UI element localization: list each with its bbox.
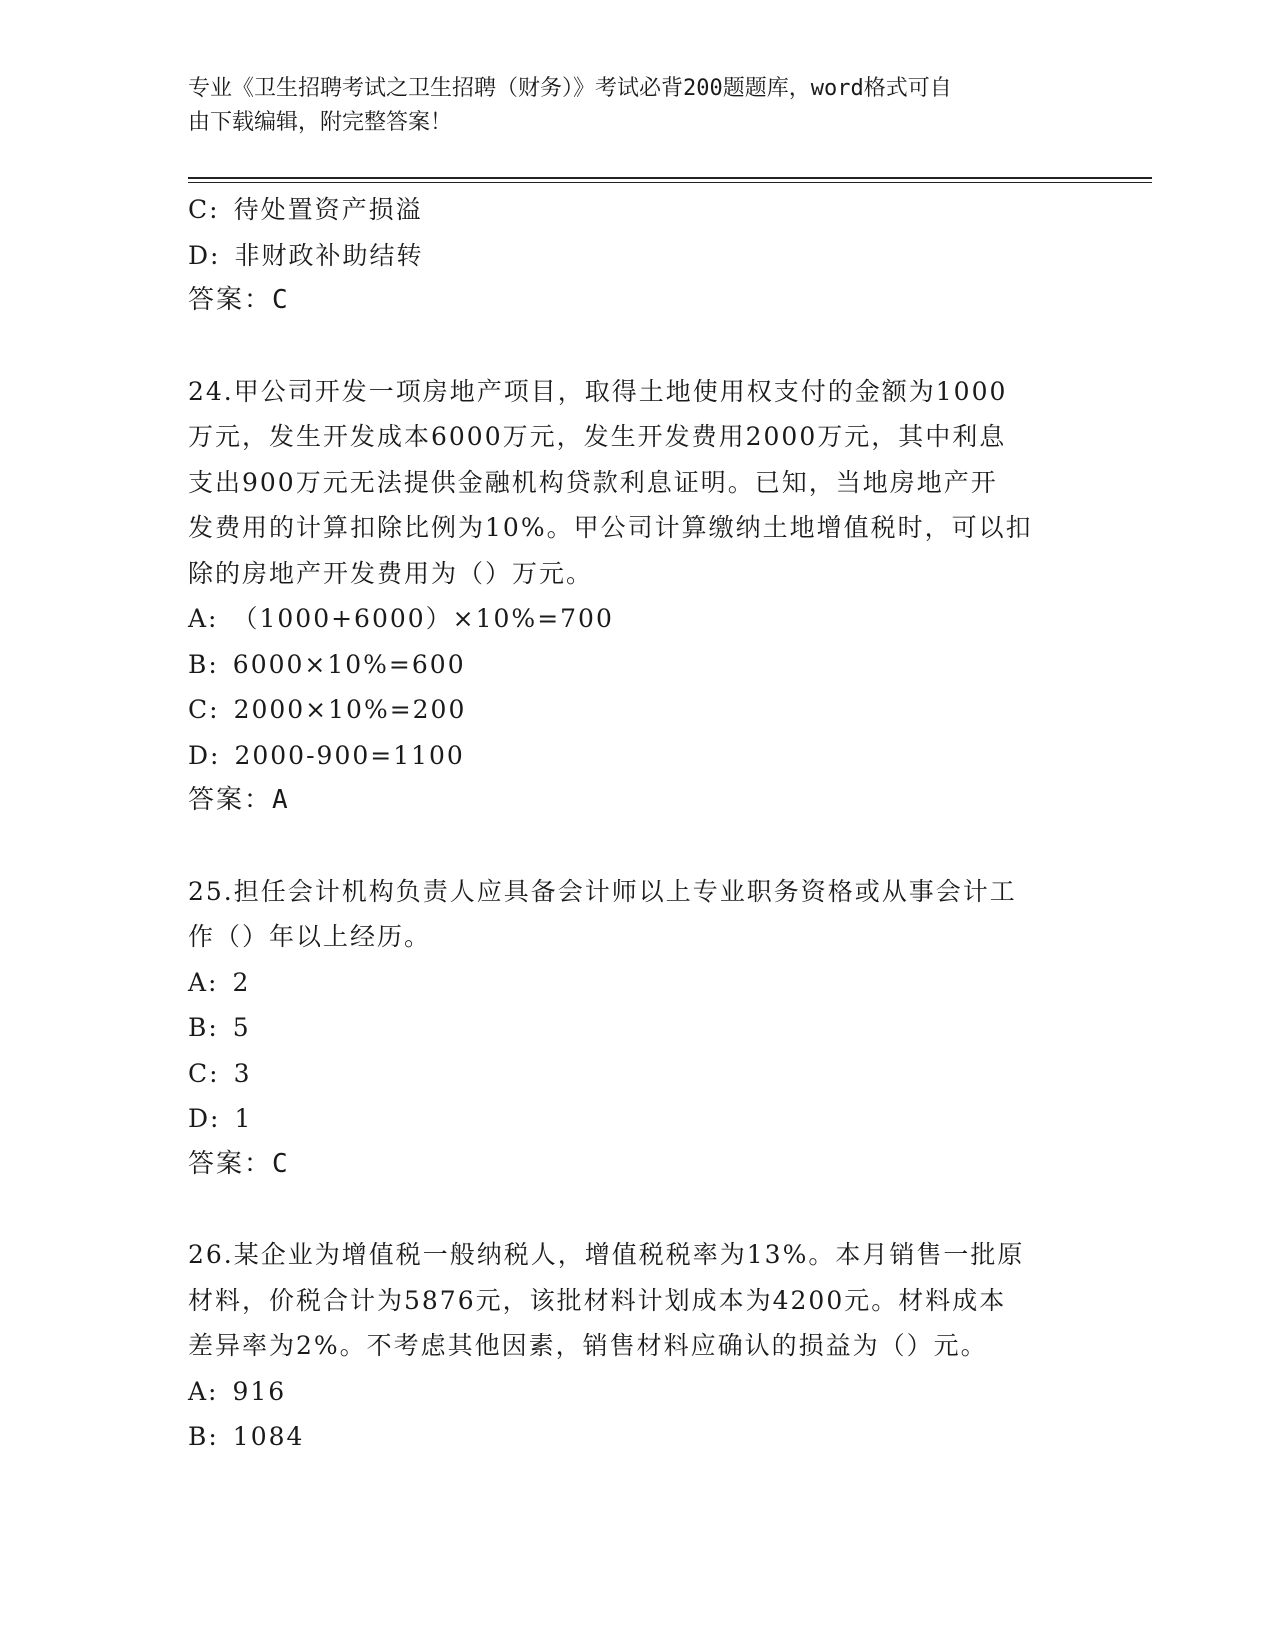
- question-text-line: 25.担任会计机构负责人应具备会计师以上专业职务资格或从事会计工: [188, 876, 1017, 906]
- option-a: A: 916: [188, 1376, 287, 1406]
- question-text-line: 支出900万元无法提供金融机构贷款利息证明。已知，当地房地产开: [188, 467, 998, 497]
- question-26: [188, 1232, 1088, 1460]
- question-text-line: 发费用的计算扣除比例为10%。甲公司计算缴纳土地增值税时，可以扣: [188, 513, 1033, 542]
- header-rule-thin: [188, 182, 1152, 183]
- option-d: D: 2000-900=1100: [188, 740, 465, 770]
- question-25: [188, 869, 1088, 1188]
- question-text-line: 24.甲公司开发一项房地产项目，取得土地使用权支付的金额为1000: [188, 376, 1008, 406]
- answer-line: 答案：A: [188, 785, 290, 815]
- option-b: B: 6000×10%=600: [188, 649, 466, 679]
- option-b: B: 5: [188, 1013, 251, 1042]
- header-line-1: 专业《卫生招聘考试之卫生招聘（财务）》考试必背200题题库，word格式可自: [188, 76, 952, 101]
- question-23-tail: [188, 187, 1088, 324]
- question-text-line: 万元，发生开发成本6000万元，发生开发费用2000万元，其中利息: [188, 422, 1007, 451]
- header-rule-thick: [188, 177, 1152, 179]
- answer-line: 答案：C: [188, 285, 290, 315]
- option-a: A: 2: [188, 967, 251, 997]
- option-a: A: （1000+6000）×10%=700: [188, 604, 614, 633]
- option-b: B: 1084: [188, 1422, 305, 1451]
- option-c: C: 待处置资产损溢: [188, 195, 423, 224]
- answer-line: 答案：C: [188, 1148, 290, 1179]
- question-text-line: 除的房地产开发费用为（）万元。: [188, 558, 594, 588]
- document-header: [188, 72, 1088, 140]
- question-24: [188, 369, 1088, 824]
- option-d: D: 1: [188, 1104, 253, 1133]
- option-c: C: 3: [188, 1058, 252, 1088]
- option-c: C: 2000×10%=200: [188, 695, 467, 724]
- question-text-line: 作（）年以上经历。: [188, 922, 432, 951]
- question-text-line: 差异率为2%。不考虑其他因素，销售材料应确认的损益为（）元。: [188, 1331, 988, 1360]
- question-text-line: 材料，价税合计为5876元，该批材料计划成本为4200元。材料成本: [188, 1285, 1007, 1315]
- document-body: [188, 187, 1088, 1460]
- question-text-line: 26.某企业为增值税一般纳税人，增值税税率为13%。本月销售一批原: [188, 1240, 1025, 1269]
- option-d: D: 非财政补助结转: [188, 240, 424, 270]
- header-line-2: 由下载编辑，附完整答案！: [188, 110, 453, 135]
